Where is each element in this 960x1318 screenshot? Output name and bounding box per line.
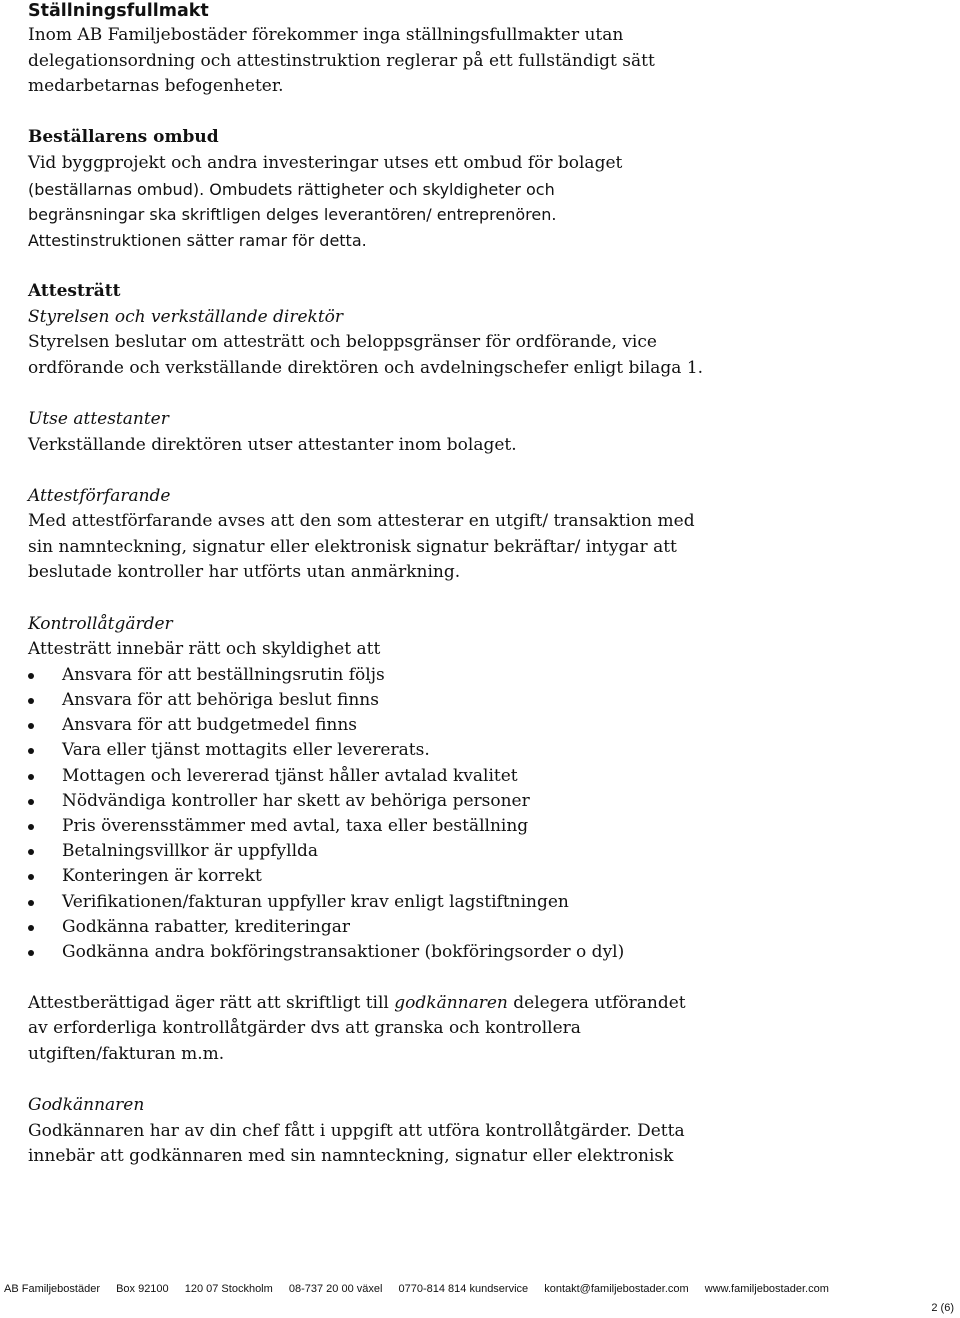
section-heading: Attesträtt xyxy=(28,280,121,301)
paragraph-line: Attestinstruktionen sätter ramar för detta. xyxy=(28,230,367,250)
list-item xyxy=(28,839,948,864)
bullet-dot-icon xyxy=(28,774,34,780)
paragraph-line: Vid byggprojekt och andra investeringar utses ett ombud för bolaget xyxy=(28,152,623,173)
list-item-text: Vara eller tjänst mottagits eller levererats. xyxy=(62,740,430,761)
list-item-text: Ansvara för att budgetmedel finns xyxy=(62,715,358,736)
section-heading: Beställarens ombud xyxy=(28,127,219,148)
section-stallningsfullmakt xyxy=(28,0,948,100)
paragraph-line: sin namnteckning, signatur eller elektronisk signatur bekräftar/ intygar att xyxy=(28,536,677,557)
footer-service: 0770-814 814 kundservice xyxy=(398,1283,529,1295)
paragraph-line: ordförande och verkställande direktören och avdelningschefer enligt bilaga 1. xyxy=(28,357,704,378)
bullet-dot-icon xyxy=(28,824,34,830)
list-item xyxy=(28,688,948,713)
subheading: Styrelsen och verkställande direktör xyxy=(28,306,344,327)
delegation-paragraph xyxy=(28,991,948,1068)
subheading: Attestförfarande xyxy=(28,485,171,506)
list-item-text: Ansvara för att beställningsrutin följs xyxy=(62,664,385,685)
paragraph-line: utgiften/fakturan m.m. xyxy=(28,1044,225,1065)
bullet-dot-icon xyxy=(28,723,34,729)
paragraph-line: medarbetarnas befogenheter. xyxy=(28,76,284,97)
bullet-dot-icon xyxy=(28,748,34,754)
paragraph-line: begränsningar ska skriftligen delges leverantören/ entreprenören. xyxy=(28,205,557,225)
list-item xyxy=(28,890,948,915)
list-item-text: Ansvara för att behöriga beslut finns xyxy=(62,690,379,711)
section-heading: Ställningsfullmakt xyxy=(28,1,209,21)
paragraph-line: (beställarnas ombud). Ombudets rättigheter och skyldigheter och xyxy=(28,179,555,199)
bullet-dot-icon xyxy=(28,799,34,805)
list-item-text: Godkänna rabatter, krediteringar xyxy=(62,916,350,937)
bullet-dot-icon xyxy=(28,673,34,679)
paragraph-line: delegationsordning och attestinstruktion reglerar på ett fullständigt sätt xyxy=(28,50,655,71)
subheading: Utse attestanter xyxy=(28,408,169,429)
section-bestallarens-ombud xyxy=(28,125,948,253)
bullet-dot-icon xyxy=(28,849,34,855)
control-list xyxy=(28,663,948,965)
footer-web: www.familjebostader.com xyxy=(704,1283,829,1295)
paragraph-line xyxy=(28,991,948,1017)
bullet-dot-icon xyxy=(28,900,34,906)
list-item xyxy=(28,814,948,839)
list-item xyxy=(28,789,948,814)
page-footer xyxy=(4,1282,954,1296)
paragraph-line: Attesträtt innebär rätt och skyldighet att xyxy=(28,639,381,660)
list-item xyxy=(28,663,948,688)
footer-phone: 08-737 20 00 växel xyxy=(288,1283,383,1295)
document-page xyxy=(28,0,948,1170)
paragraph-line: Godkännaren har av din chef fått i uppgift att utföra kontrollåtgärder. Detta xyxy=(28,1120,685,1141)
list-item-text: Pris överensstämmer med avtal, taxa eller beställning xyxy=(62,816,529,837)
footer-postal: 120 07 Stockholm xyxy=(184,1283,273,1295)
page-number: 2 (6) xyxy=(931,1302,954,1314)
list-item xyxy=(28,764,948,789)
footer-email: kontakt@familjebostader.com xyxy=(544,1283,689,1295)
section-kontrollatgarder xyxy=(28,612,948,1068)
list-item xyxy=(28,864,948,889)
paragraph-line: av erforderliga kontrollåtgärder dvs att granska och kontrollera xyxy=(28,1018,581,1039)
text-segment: Attestberättigad äger rätt att skriftligt till xyxy=(28,992,395,1013)
section-utse-attestanter xyxy=(28,407,948,458)
footer-company: AB Familjebostäder xyxy=(4,1283,100,1295)
paragraph-line: Inom AB Familjebostäder förekommer inga ställningsfullmakter utan xyxy=(28,25,624,45)
paragraph-line: Styrelsen beslutar om attesträtt och beloppsgränser för ordförande, vice xyxy=(28,332,657,353)
paragraph-line: Med attestförfarande avses att den som attesterar en utgift/ transaktion med xyxy=(28,511,695,532)
section-attestforfarande xyxy=(28,484,948,586)
bullet-dot-icon xyxy=(28,874,34,880)
list-item xyxy=(28,940,948,965)
bullet-dot-icon xyxy=(28,950,34,956)
list-item xyxy=(28,738,948,763)
subheading: Kontrollåtgärder xyxy=(28,613,173,634)
emphasis-godkannaren: godkännaren xyxy=(394,992,508,1013)
paragraph-line: innebär att godkännaren med sin namnteckning, signatur eller elektronisk xyxy=(28,1146,674,1167)
bullet-dot-icon xyxy=(28,925,34,931)
list-item-text: Betalningsvillkor är uppfyllda xyxy=(62,841,319,862)
paragraph-line: Verkställande direktören utser attestanter inom bolaget. xyxy=(28,434,517,455)
list-item-text: Konteringen är korrekt xyxy=(62,866,262,887)
list-item-text: Verifikationen/fakturan uppfyller krav enligt lagstiftningen xyxy=(62,891,569,912)
list-item xyxy=(28,915,948,940)
list-item-text: Nödvändiga kontroller har skett av behöriga personer xyxy=(62,790,530,811)
paragraph-line: beslutade kontroller har utförts utan anmärkning. xyxy=(28,562,461,583)
list-item-text: Godkänna andra bokföringstransaktioner (bokföringsorder o dyl) xyxy=(62,942,625,963)
list-item-text: Mottagen och levererad tjänst håller avtalad kvalitet xyxy=(62,765,518,786)
list-item xyxy=(28,713,948,738)
footer-box: Box 92100 xyxy=(116,1283,169,1295)
bullet-dot-icon xyxy=(28,698,34,704)
text-segment: delegera utförandet xyxy=(507,992,686,1013)
section-attestratt xyxy=(28,279,948,381)
subheading: Godkännaren xyxy=(28,1095,145,1116)
section-godkannaren xyxy=(28,1093,948,1170)
